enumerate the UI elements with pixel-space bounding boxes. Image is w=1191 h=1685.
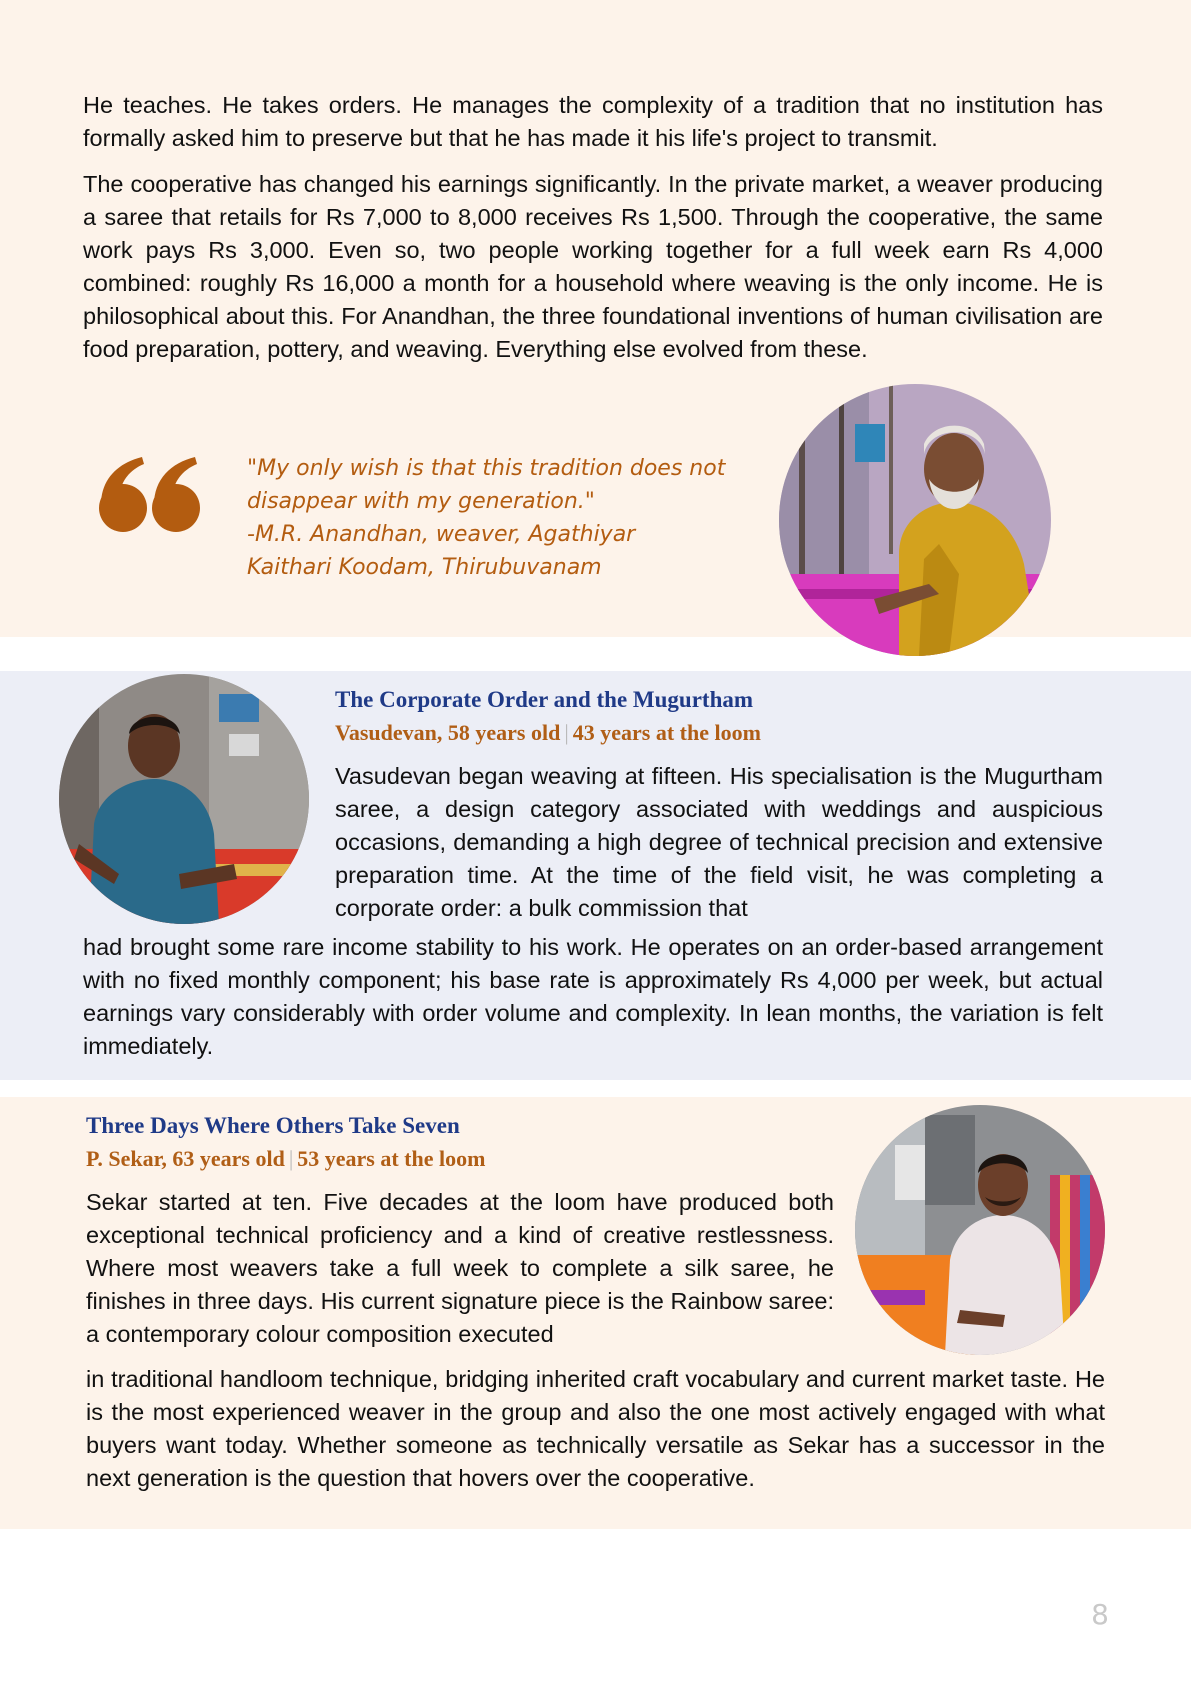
quote-line: "My only wish is that this tradition does not	[247, 456, 726, 481]
photo-sekar	[855, 1105, 1105, 1355]
quote-line: disappear with my generation."	[247, 489, 595, 514]
weaver-years: 43 years at the loom	[572, 720, 761, 745]
profile-header	[335, 683, 761, 749]
weaver-years: 53 years at the loom	[297, 1146, 486, 1171]
photo-vasudevan	[59, 674, 309, 924]
section-subheading	[86, 1142, 485, 1175]
section-heading: Three Days Where Others Take Seven	[86, 1113, 460, 1138]
section-heading: The Corporate Order and the Mugurtham	[335, 687, 754, 712]
page-number: 8	[1091, 1598, 1109, 1631]
profile-body-top: Vasudevan began weaving at fifteen. His specialisation is the Mugurtham saree, a design category associated with weddings and auspicious occasions, demanding a high degree of technical precision and extensive preparation time. At the time of the field visit, he was completing a corporate order: a bulk commission that	[335, 763, 1103, 921]
section-subheading	[335, 716, 761, 749]
section-sekar	[0, 1097, 1191, 1529]
subheading-separator: |	[288, 1146, 294, 1171]
subheading-separator: |	[564, 720, 569, 745]
pull-quote	[247, 452, 767, 584]
profile-body-top: Sekar started at ten. Five decades at the loom have produced both exceptional technical proficiency and a kind of creative restlessness. Where most weavers take a full week to complete a silk saree, he finishes in three days. His current signature piece is the Rainbow saree: a contemporary colour composition executed	[86, 1189, 834, 1347]
photo-anandhan	[779, 384, 1051, 656]
profile-body-bottom: in traditional handloom technique, bridging inherited craft vocabulary and current market taste. He is the most experienced weaver in the group and also the one most actively engaged with what buyers want today. Whether someone as technically versatile as Sekar has a successor in the next generation is the question that hovers over the cooperative.	[86, 1366, 1105, 1491]
weaver-name-age: Vasudevan, 58 years old	[335, 720, 561, 745]
section-vasudevan	[0, 671, 1191, 1080]
profile-body-bottom: had brought some rare income stability to his work. He operates on an order-based arrangement with no fixed monthly component; his base rate is approximately Rs 4,000 per week, but actual earnings vary considerably with order volume and complexity. In lean months, the variation is felt immediately.	[83, 934, 1103, 1059]
weaver-name-age: P. Sekar, 63 years old	[86, 1146, 285, 1171]
profile-header	[86, 1109, 485, 1175]
paragraph-earnings: The cooperative has changed his earnings significantly. In the private market, a weaver producing a saree that retails for Rs 7,000 to 8,000 receives Rs 1,500. Through the cooperative, the same work pays Rs 3,000. Even so, two people working together for a full week earn Rs 4,000 combined: roughly Rs 16,000 a month for a household where weaving is the only income. He is philosophical about this. For Anandhan, the three foundational inventions of human civilisation are food preparation, pottery, and weaving. Everything else evolved from these.	[83, 171, 1103, 362]
quote-mark-icon	[96, 455, 206, 533]
paragraph-teaching: He teaches. He takes orders. He manages the complexity of a tradition that no institution has formally asked him to preserve but that he has made it his life's project to transmit.	[83, 92, 1103, 151]
quote-attribution: -M.R. Anandhan, weaver, Agathiyar	[247, 522, 636, 547]
section-anandhan	[0, 0, 1191, 637]
quote-attribution: Kaithari Koodam, Thirubuvanam	[247, 555, 602, 580]
